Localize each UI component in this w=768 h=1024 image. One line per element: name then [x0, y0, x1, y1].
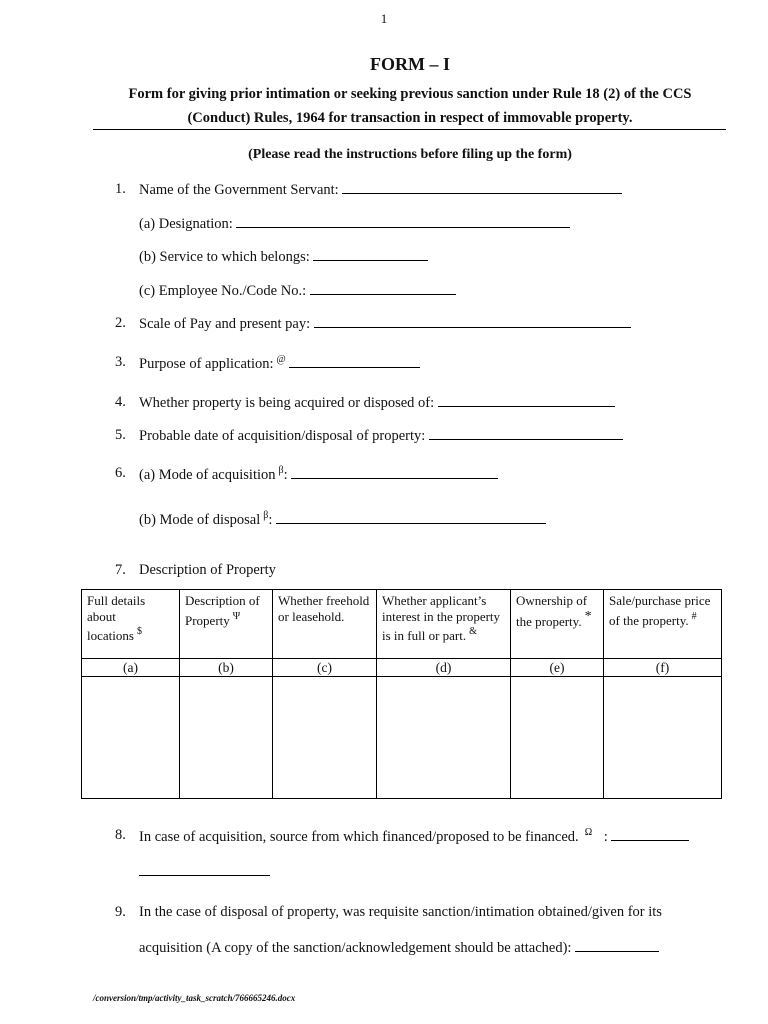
item-number: 2. [115, 315, 126, 331]
item-label: Whether property is being acquired or disposed of: [139, 395, 435, 411]
colon: : [603, 829, 608, 845]
header-description: Description of Property $^\Psi$ [180, 590, 273, 659]
item-mode-of-acquisition [139, 465, 498, 484]
acquired-disposed-field[interactable] [438, 394, 615, 407]
location-cell[interactable] [82, 677, 180, 799]
item-designation [139, 215, 570, 233]
colon: : [268, 512, 273, 528]
sanction-field[interactable] [575, 939, 659, 952]
name-field[interactable] [342, 181, 622, 194]
item-employee-no [139, 282, 456, 300]
item-number: 3. [115, 354, 126, 370]
header-freehold-leasehold: Whether freehold or leasehold. [273, 590, 377, 659]
item-number: 5. [115, 427, 126, 443]
ownership-cell[interactable] [511, 677, 604, 799]
item-number: 9. [115, 904, 126, 920]
probable-date-field[interactable] [429, 427, 623, 440]
colon: : [283, 467, 288, 483]
item-name-govt-servant [139, 181, 622, 199]
item-label: Probable date of acquisition/disposal of property: [139, 428, 426, 444]
item-label: Purpose of application: [139, 356, 274, 372]
footnote-marker: β [263, 510, 269, 521]
table-entry-row [82, 677, 722, 799]
item-number: 1. [115, 181, 126, 197]
title-divider [93, 129, 726, 130]
item-source-of-finance [139, 827, 689, 846]
item-number: 6. [115, 465, 126, 481]
item-label: (c) Employee No./Code No.: [139, 283, 307, 299]
column-letter: (e) [511, 659, 604, 677]
item-label: (a) Mode of acquisition [139, 467, 276, 483]
footnote-marker: β [278, 465, 284, 476]
header-ownership: Ownership of the property. * [511, 590, 604, 659]
item-mode-of-disposal [139, 510, 546, 529]
purpose-field[interactable] [289, 355, 420, 368]
item-label: Name of the Government Servant: [139, 182, 339, 198]
property-table [81, 589, 722, 799]
item-label: (b) Mode of disposal [139, 512, 261, 528]
page-number: 1 [380, 11, 388, 26]
table-header-row [82, 590, 722, 659]
column-letter: (d) [377, 659, 511, 677]
form-subtitle-line2: (Conduct) Rules, 1964 for transaction in respect of immovable property. [187, 110, 633, 126]
freehold-cell[interactable] [273, 677, 377, 799]
item-purpose [139, 354, 420, 373]
price-cell[interactable] [604, 677, 722, 799]
form-title: FORM – I [370, 54, 450, 74]
item-label: acquisition (A copy of the sanction/acknowledgement should be attached): [139, 940, 572, 956]
column-letter: (c) [273, 659, 377, 677]
item-label: (a) Designation: [139, 216, 233, 232]
item-number: 7. [115, 562, 126, 578]
header-price: Sale/purchase price of the property. # [604, 590, 722, 659]
instruction-note: (Please read the instructions before filing up the form) [248, 147, 572, 162]
mode-acquisition-field[interactable] [291, 466, 498, 479]
footnote-marker: @ [276, 354, 286, 365]
employee-no-field[interactable] [310, 282, 456, 295]
item-acquired-or-disposed [139, 394, 615, 412]
designation-field[interactable] [236, 215, 570, 228]
finance-field[interactable] [611, 828, 689, 841]
form-subtitle-line1: Form for giving prior intimation or seeking previous sanction under Rule 18 (2) of the CCS [128, 86, 692, 102]
item-disposal-sanction-line1: In the case of disposal of property, was requisite sanction/intimation obtained/given for its [139, 904, 662, 920]
item-disposal-sanction-line2 [139, 939, 659, 957]
header-location: Full details about locations $ [82, 590, 180, 659]
document-path-footer: /conversion/tmp/activity_task_scratch/766665246.docx [93, 993, 296, 1003]
finance-field-line2[interactable] [139, 863, 270, 876]
description-cell[interactable] [180, 677, 273, 799]
item-label: In case of acquisition, source from which financed/proposed to be financed. [139, 829, 579, 845]
column-letter: (f) [604, 659, 722, 677]
item-label: Scale of Pay and present pay: [139, 316, 311, 332]
item-scale-of-pay [139, 315, 631, 333]
item-description-of-property: Description of Property [139, 562, 276, 578]
pay-field[interactable] [314, 315, 631, 328]
finance-field-continued [139, 863, 270, 881]
service-field[interactable] [313, 248, 428, 261]
item-label: (b) Service to which belongs: [139, 249, 310, 265]
item-number: 8. [115, 827, 126, 843]
interest-cell[interactable] [377, 677, 511, 799]
column-letter: (a) [82, 659, 180, 677]
item-number: 4. [115, 394, 126, 410]
footnote-marker: Ω [584, 827, 593, 838]
mode-disposal-field[interactable] [276, 511, 546, 524]
column-letter: (b) [180, 659, 273, 677]
table-letter-row [82, 659, 722, 677]
item-service [139, 248, 428, 266]
header-applicant-interest: Whether applicant’s interest in the property is in full or part. & [377, 590, 511, 659]
item-probable-date [139, 427, 623, 445]
